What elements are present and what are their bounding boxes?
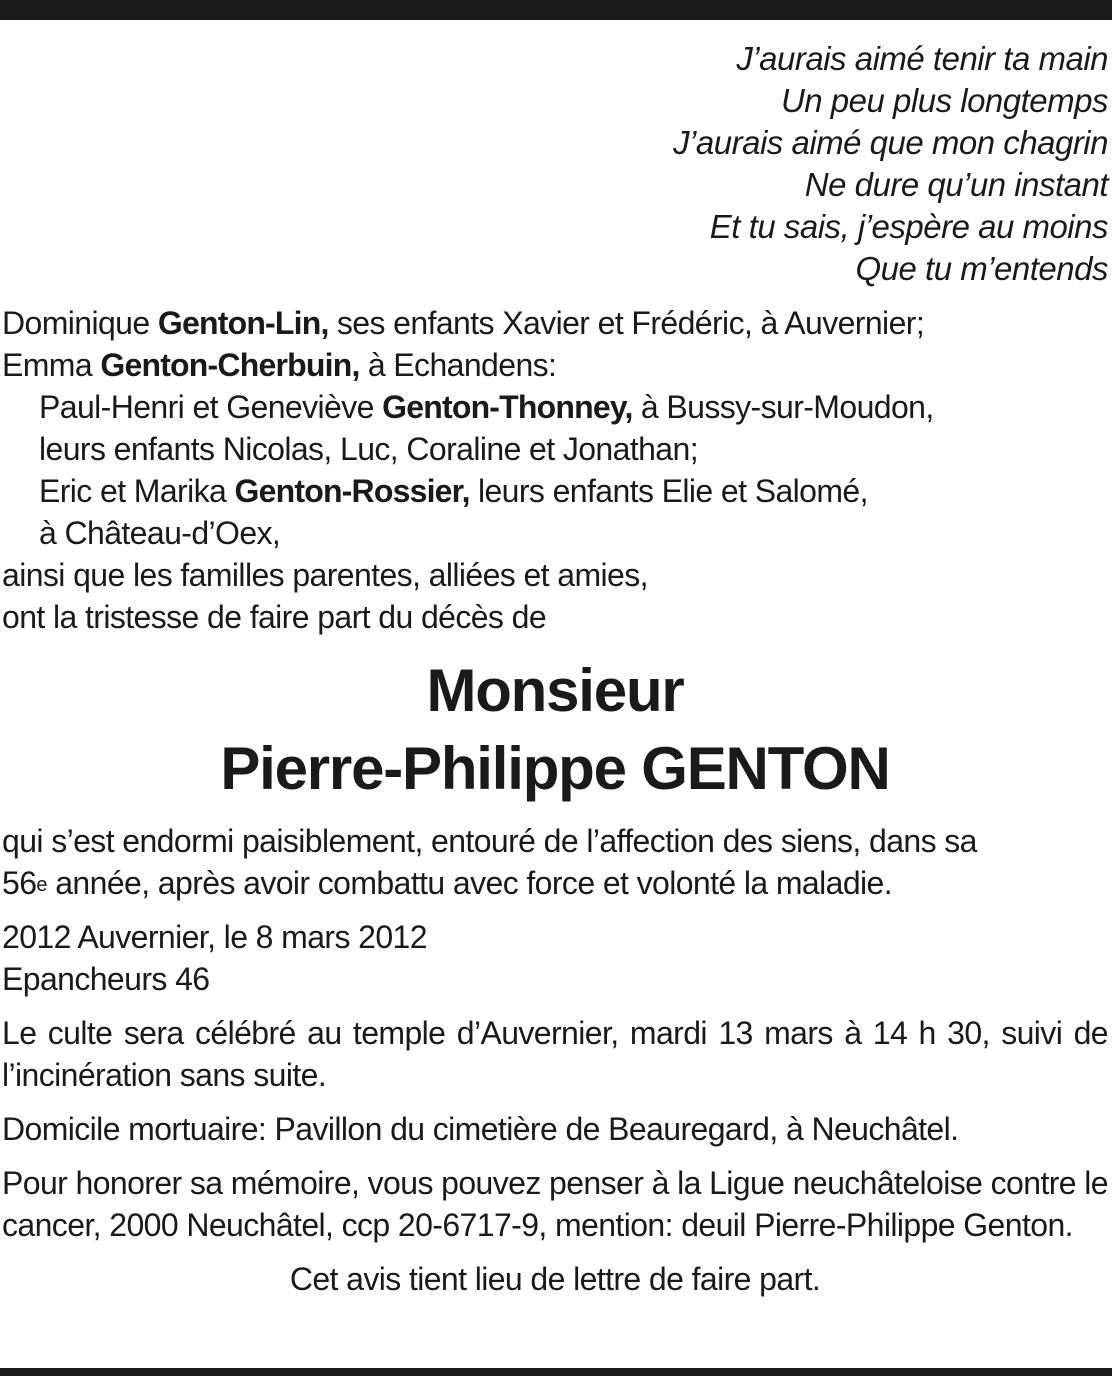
poem-epigraph	[2, 38, 1108, 290]
deceased-title: Monsieur	[426, 657, 684, 724]
family-surname: Genton-Lin,	[157, 305, 329, 341]
family-line-2: Emma Genton-Cherbuin, à Echandens:	[2, 347, 557, 383]
obituary-notice	[2, 38, 1108, 1300]
address-line: 2012 Auvernier, le 8 mars 2012	[2, 919, 427, 955]
family-line-7: ainsi que les familles parentes, alliées et amies,	[2, 557, 648, 593]
family-line-3: Paul-Henri et Geneviève Genton-Thonney, à Bussy-sur-Moudon,	[39, 389, 934, 425]
poem-line: Ne dure qu’un instant	[804, 166, 1108, 203]
family-announcement	[2, 302, 1108, 638]
ceremony-paragraph: Le culte sera célébré au temple d’Auvernier, mardi 13 mars à 14 h 30, suivi de l’incinération sans suite.	[2, 1015, 1108, 1093]
family-line-5: Eric et Marika Genton-Rossier, leurs enfants Elie et Salomé,	[39, 473, 868, 509]
donation-paragraph: Pour honorer sa mémoire, vous pouvez penser à la Ligue neuchâteloise contre le cancer, 2000 Neuchâtel, ccp 20-6717-9, mention: deuil Pierre-Philippe Genton.	[2, 1165, 1108, 1243]
family-line-8: ont la tristesse de faire part du décès de	[2, 599, 547, 635]
family-line-6: à Château-d’Oex,	[39, 515, 281, 551]
top-border-rule	[0, 0, 1112, 20]
poem-line: Que tu m’entends	[855, 250, 1108, 287]
bottom-border-rule	[0, 1368, 1112, 1376]
deceased-name: Pierre-Philippe GENTON	[220, 735, 890, 802]
poem-line: J’aurais aimé que mon chagrin	[673, 124, 1108, 161]
family-surname: Genton-Rossier,	[234, 473, 470, 509]
family-line-4: leurs enfants Nicolas, Luc, Coraline et Jonathan;	[39, 431, 698, 467]
passing-paragraph: qui s’est endormi paisiblement, entouré de l’affection des siens, dans sa 56e année, après avoir combattu avec force et volonté la maladie.	[2, 823, 977, 901]
family-surname: Genton-Thonney,	[382, 389, 633, 425]
family-line-1: Dominique Genton-Lin, ses enfants Xavier et Frédéric, à Auvernier;	[2, 305, 925, 341]
poem-line: Et tu sais, j’espère au moins	[709, 208, 1108, 245]
address-street: Epancheurs 46	[2, 961, 210, 997]
ordinal-suffix: e	[36, 874, 47, 896]
poem-line: J’aurais aimé tenir ta main	[736, 40, 1108, 77]
closing-line: Cet avis tient lieu de lettre de faire part.	[289, 1261, 821, 1297]
domicile-paragraph: Domicile mortuaire: Pavillon du cimetière de Beauregard, à Neuchâtel.	[2, 1111, 959, 1147]
poem-line: Un peu plus longtemps	[780, 82, 1108, 119]
notice-body	[2, 820, 1108, 1300]
deceased-name-block	[2, 652, 1108, 808]
family-surname: Genton-Cherbuin,	[100, 347, 360, 383]
